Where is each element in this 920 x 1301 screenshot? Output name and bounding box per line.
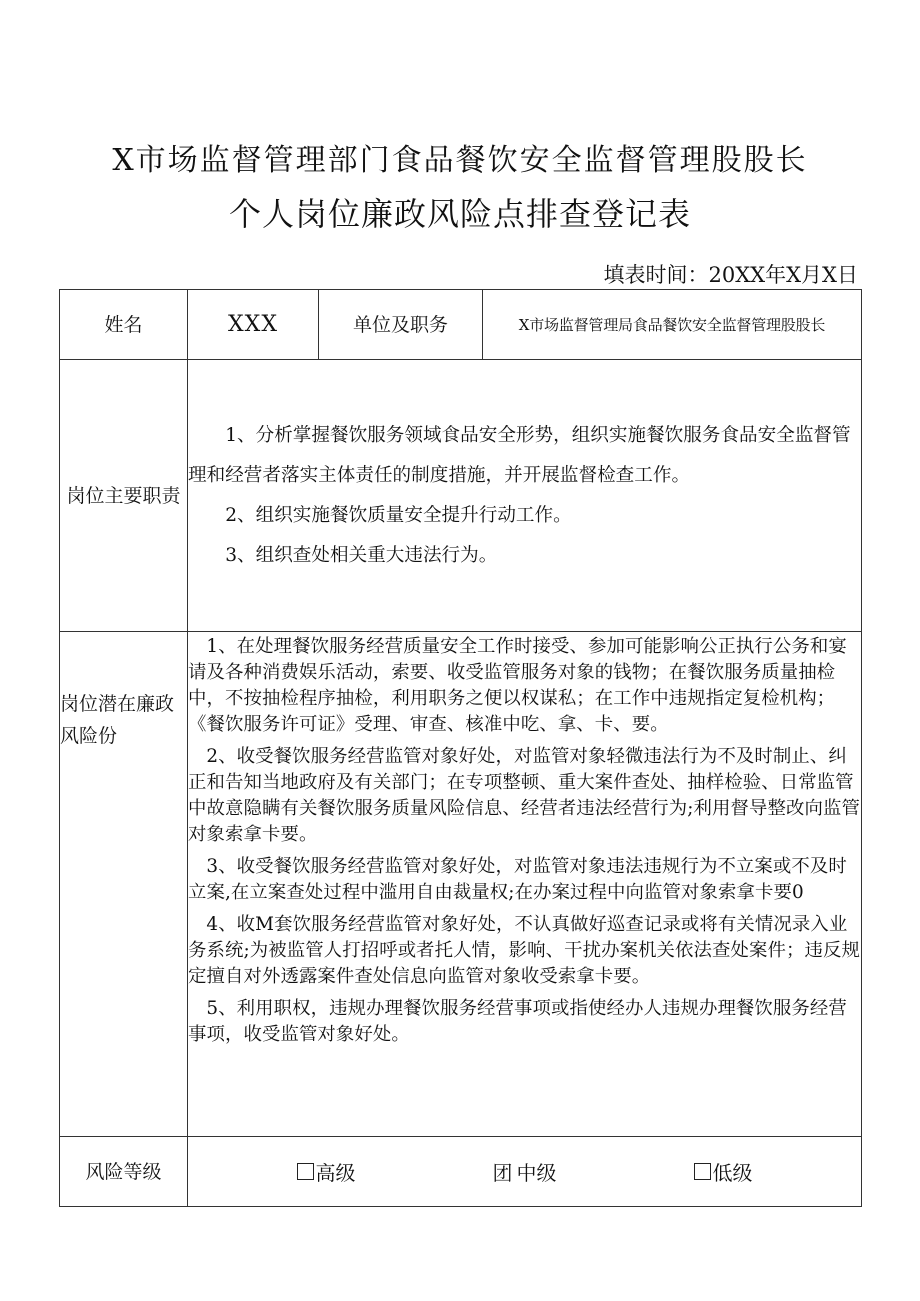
checked-mark: 团 (492, 1161, 513, 1185)
level-high[interactable] (297, 1157, 356, 1186)
risk-registration-table (59, 289, 862, 1207)
risks-label: 岗位潜在廉政风险份 (60, 632, 188, 1137)
checkbox-icon[interactable] (297, 1163, 314, 1180)
checkbox-icon[interactable] (694, 1163, 711, 1180)
risk-item: 3、收受餐饮服务经营监管对象好处，对监管对象违法违规行为不立案或不及时立案,在立案查处过程中滥用自由裁量权;在办案过程中向监管对象索拿卡要0 (188, 856, 847, 903)
risk-item: 5、利用职权，违规办理餐饮服务经营事项或指使经办人违规办理餐饮服务经营事项，收受监管对象好处。 (188, 998, 847, 1045)
unit-label: 单位及职务 (319, 290, 483, 360)
name-label: 姓名 (60, 290, 188, 360)
document-title-line2: 个人岗位廉政风险点排查登记表 (228, 195, 691, 233)
level-mid-label: 中级 (516, 1161, 557, 1185)
name-value: XXX (188, 290, 319, 360)
level-mid[interactable] (493, 1157, 557, 1186)
table-row-risks (60, 632, 862, 1137)
level-low[interactable] (694, 1157, 753, 1186)
risk-level-label: 风险等级 (60, 1137, 188, 1207)
risk-level-options (188, 1137, 862, 1207)
table-row-risk-level (60, 1137, 862, 1207)
document-title-line1: X市场监督管理部门食品餐饮安全监督管理股股长 (112, 143, 808, 178)
risks-content (188, 632, 862, 1137)
duties-content (188, 360, 862, 632)
duty-item: 1、分析掌握餐饮服务领域食品安全形势，组织实施餐饮服务食品安全监督管理和经营者落实主体责任的制度措施，并开展监督检查工作。 (188, 424, 851, 486)
fill-date: 填表时间：20XX年X月X日 (603, 263, 858, 287)
unit-value: X市场监督管理局食品餐饮安全监督管理股股长 (483, 290, 862, 360)
level-low-label: 低级 (712, 1161, 753, 1185)
duties-label: 岗位主要职责 (60, 360, 188, 632)
level-high-label: 高级 (315, 1161, 356, 1185)
table-row-name (60, 290, 862, 360)
risk-item: 2、收受餐饮服务经营监管对象好处，对监管对象轻微违法行为不及时制止、纠正和告知当地政府及有关部门；在专项整顿、重大案件查处、抽样检验、日常监管中故意隐瞒有关餐饮服务质量风险信息、经营者违法经营行为;利用督导整改向监管对象索拿卡要。 (188, 746, 860, 845)
duty-item: 2、组织实施餐饮质量安全提升行动工作。 (225, 504, 572, 526)
table-row-duties (60, 360, 862, 632)
risk-item: 4、收M套饮服务经营监管对象好处，不认真做好巡查记录或将有关情况录入业务系统;为被监管人打招呼或者托人情，影响、干扰办案机关依法查处案件；违反规定擅自对外透露案件查处信息向监管对象收受索拿卡要。 (188, 914, 860, 987)
duty-item: 3、组织查处相关重大违法行为。 (225, 544, 498, 566)
risk-item: 1、在处理餐饮服务经营质量安全工作时接受、参加可能影响公正执行公务和宴请及各种消费娱乐活动，索要、收受监管服务对象的钱物；在餐饮服务质量抽检中，不按抽检程序抽检，利用职务之便以权谋私；在工作中违规指定复检机构；《餐饮服务许可证》受理、审查、核准中吃、拿、卡、要。 (188, 636, 847, 735)
